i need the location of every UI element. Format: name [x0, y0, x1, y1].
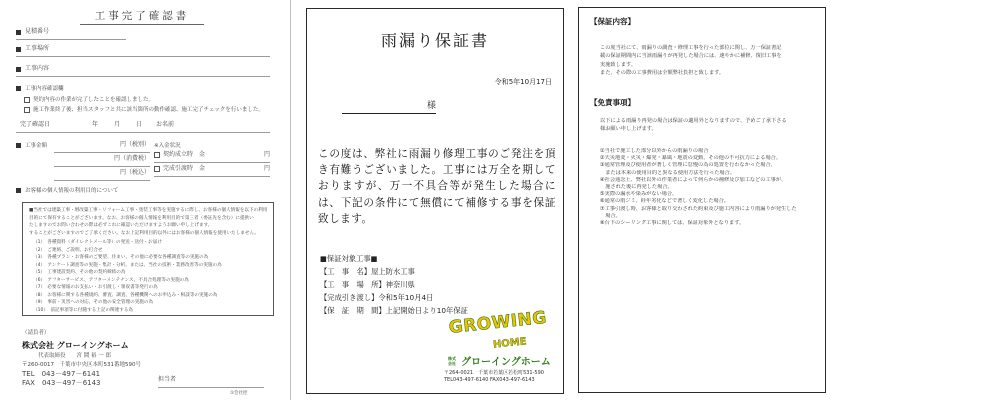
bullet-square-icon [16, 188, 21, 193]
list-item: （7） 必要な情報のお支払い・お引渡し・領収書等発行の為 [33, 285, 158, 290]
privacy-intro-line: ■当社では建築工事・増改築工事・リフォーム工事・塗装工事等を実施するに際し、お客様の個人情報を以下の利用 [29, 208, 268, 213]
customer-no-label: 見積番号 [25, 28, 50, 35]
warranty-content-title: 【保証内容】 [590, 17, 635, 26]
bullet-square-icon [16, 30, 21, 35]
logo-mark: 株式会社 [448, 356, 456, 366]
text-line: 載の保証期間内に当該雨漏りが再発した場合には、速やかに補修、復旧工事を [600, 53, 782, 60]
yen-label: 円 [263, 165, 270, 172]
list-item: （5） 工事建設契約、その他の契約締結の為 [33, 270, 126, 275]
list-item: ③通常管理及び使用者が著しく管理に怠慢の為の処置を行わなかった場合、 [600, 162, 776, 169]
warranty-content-body [600, 44, 812, 77]
privacy-title: お客様の個人情報の利用目的について [25, 188, 119, 194]
company-address: 〒260-0017 千葉市中央区本町531番地590号 [22, 362, 141, 368]
title-underline [80, 24, 204, 25]
checkbox-icon[interactable] [24, 97, 30, 103]
list-item: （4） アンケート調査等の実施・集計・分析、または、当社の技術・業務改善等の実施の為 [33, 262, 222, 268]
privacy-intro-line: することがございますのでご了承ください。なお上記利用目的以外にはお客様の個人情報を使用いたしません。 [29, 230, 259, 236]
privacy-intro-line: たしますのでお問い合わせの際は必ずこれに確認いただけますようお願い申し上げます。 [29, 223, 213, 228]
date-sign-row [16, 120, 270, 133]
content-row [16, 64, 270, 77]
site-row [16, 44, 270, 57]
privacy-intro [29, 207, 269, 237]
bullet-square-icon [16, 86, 21, 91]
text-line: 実施致します。 [600, 61, 636, 68]
amount-label: 工事金額 [25, 143, 48, 149]
list-item: ⑥通常の雨ジミ、経年劣化などで著しく変化した場合。 [600, 198, 729, 205]
list-item: ⑤実際の漏水や染みがない場合。 [600, 191, 678, 198]
complete-paid-line[interactable] [154, 164, 270, 177]
text-line: この度当社にて、雨漏りの調査・修理工事を行った部位に関し、万一保証書記 [600, 45, 782, 51]
list-item: 場合。 [600, 212, 621, 219]
completion-form [2, 0, 282, 400]
yen-tax-label: 円（消費税） [113, 155, 150, 162]
list-item: ①当社で施工した部分以外からの雨漏りの場合 [600, 148, 709, 154]
certificate-body: この度は、弊社に雨漏り修理工事のご発注を頂き有難うございました。工事には万全を期しておりますが、万一不具合等が発生した場合には、下記の条件にて無償にて補修する事を保証致します。 [318, 148, 556, 225]
logo-home-text: HOME [492, 336, 528, 351]
bullet-square-icon [16, 47, 21, 52]
certificate-title: 雨漏り保証書 [380, 31, 489, 50]
tantou-line[interactable] [158, 375, 264, 388]
complete-paid-label: 完成引渡時 金 [163, 165, 206, 172]
yen-label: 円 [263, 151, 270, 158]
ceo-name: 代表取締役 宮 鬨 裕 一 郎 [38, 353, 111, 359]
check-item-2[interactable] [24, 106, 264, 114]
customer-name-line [342, 98, 436, 114]
complete-date-label: 完了確認日 [20, 121, 51, 128]
list-item: （1） 各種資料（ダイレクトメール等）の発送・送付・お届け [33, 240, 162, 245]
bullet-square-icon [16, 67, 21, 72]
company-name: 株式会社 グローイングホーム [22, 341, 129, 350]
item-period: 【保 証 期 間】上記開始日より10年保証 [320, 306, 468, 315]
item-handover: 【完成引き渡し】令和5年10月4日 [320, 293, 434, 302]
logo-growing-text: GROWING [447, 307, 548, 338]
logo-address: 〒264-0021 千葉市若葉区若松町531-590 [444, 370, 544, 376]
privacy-box [22, 202, 274, 316]
yen-taxout-label: 円（税別） [119, 141, 150, 148]
check-text-1: 契約内容の作業が完了したことを確認しました。 [33, 97, 155, 103]
check-item-1[interactable] [24, 96, 154, 104]
honorific: 様 [426, 101, 436, 111]
issuer-label: （請負者） [22, 330, 50, 336]
privacy-list [33, 239, 273, 314]
checkbox-icon[interactable] [154, 152, 160, 158]
target-section-title: ■保証対象工事■ [320, 254, 378, 263]
text-line: 以下による雨漏り再発の場合は保証の適用外となりますので、予めご了承下さる [600, 118, 787, 124]
amount-tax-line[interactable] [54, 154, 150, 167]
confirm-label: 工事内容確認欄 [25, 86, 64, 92]
form-title: 工事完了確認書 [94, 10, 190, 22]
item-work-name: 【工 事 名】屋上防水工事 [320, 267, 415, 276]
page-separator [290, 0, 291, 400]
list-item: または本来の使用目的と異なる使用方法を行った場合。 [600, 169, 735, 176]
item-work-site: 【工 事 場 所】神奈川県 [320, 280, 415, 289]
checkbox-icon[interactable] [24, 107, 30, 113]
issue-date: 令和5年10月17日 [494, 78, 552, 86]
customer-no-row [16, 27, 126, 40]
exemption-title: 【免責事項】 [590, 98, 635, 107]
copy-label: ①会社控 [230, 391, 248, 396]
amount-heading [16, 142, 47, 150]
contract-paid-label: 契約成立時 金 [163, 151, 206, 158]
warranty-certificate [298, 0, 572, 400]
yen-taxin-label: 円（税込） [119, 169, 150, 176]
list-item: ⑦工事引渡し時、お客様と取り交わされた約束及び施工内容により雨漏りが発生した [600, 205, 797, 212]
contract-paid-line[interactable] [154, 150, 270, 163]
text-line: 様お願い申し上げます。 [600, 126, 657, 133]
text-line: また、その際の工事費用は全額弊社負担と致します。 [600, 69, 725, 76]
list-item: （6） アフターサービス、アフターメンテナンス、不具合処理等の実施の為 [33, 277, 189, 283]
site-label: 工事場所 [25, 45, 50, 52]
list-item: （10） 前記事項等に付随する上記の関連する為 [33, 307, 134, 313]
list-item: （9） 事前・災害への対応、その他の安全管理の実施の為 [33, 300, 154, 305]
exemption-list [600, 148, 814, 227]
list-item: （8） お客様に関する各種規約、審査、調査、各種機関へのお申込み・相談等の実施の為 [33, 292, 218, 298]
amount-taxin-line[interactable] [54, 168, 150, 181]
list-item: ⑧台下のシーリング工事に関しては、保証対象外となります。 [600, 220, 745, 227]
logo-company-name: グローイングホーム [461, 357, 551, 368]
logo-phone: TEL043-497-6140 FAX043-497-6143 [444, 377, 535, 383]
month-label: 月 [114, 121, 121, 128]
company-fax: FAX 043－497－6143 [22, 379, 101, 387]
content-label: 工事内容 [25, 65, 50, 72]
exemption-intro [600, 117, 812, 134]
year-label: 年 [92, 121, 99, 128]
list-item: （2） ご連絡、ご説明、お打合せ [33, 247, 103, 253]
list-item: 施された後に再発した場合。 [600, 184, 673, 191]
privacy-intro-line: 目的にて保有することがございます。なお、お客様の個人情報を利用目的で第三者（委託先を含む）に提供い [29, 215, 254, 221]
list-item: ②天災地変・火災・爆発・暴風・地震の変動、その他の不可抗力による場合。 [600, 155, 782, 162]
list-item: ④社会通念上、弊社以外の作業者によって何らかの補修及び加工などの工事が、 [600, 176, 787, 183]
check-text-2: 施工作業終了後、担当スタッフと共に該当箇所の動作確認、施工完了チェックを行いました。 [33, 107, 264, 113]
warranty-terms [572, 0, 832, 400]
privacy-heading [16, 187, 118, 195]
signature-label: お名前 [156, 121, 175, 128]
company-tel: TEL 043－497－6141 [22, 370, 101, 378]
payment-label: ※入金状況 [154, 143, 181, 149]
checkbox-icon[interactable] [154, 166, 160, 172]
list-item: （3） 各種プラン・お客様のご要望、住まい、その他に必要な各種調査等の実施の為 [33, 255, 209, 260]
amount-taxout-line[interactable] [54, 140, 150, 153]
bullet-square-icon [16, 143, 21, 148]
tantou-label: 担当者 [158, 376, 177, 383]
day-label: 日 [136, 121, 143, 128]
confirm-heading [16, 85, 64, 93]
